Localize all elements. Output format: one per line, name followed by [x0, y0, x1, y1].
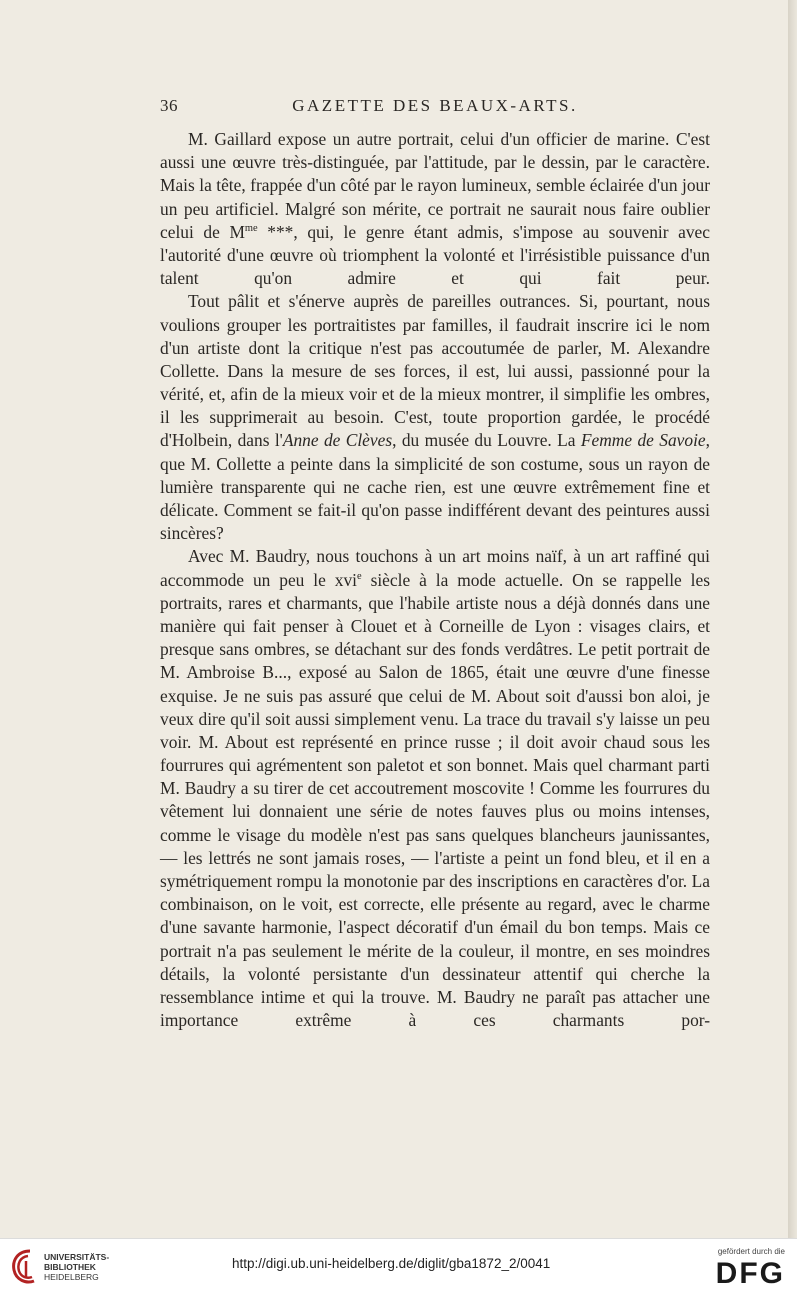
text-run: ***, qui, le genre étant admis, s'impose au souvenir avec l'autorité d'une œuvre où triomphent la volonté et l'irrésistible puissance d'un talent qu'on admire et qui fait peur. [160, 221, 710, 289]
text-run: siècle à la mode actuelle. On se rappelle les portraits, rares et charmants, que l'habile artiste nous a déjà donnés dans une manière qui fait penser à Clouet et à Corneille de Lyon : visages clairs, et presque sans ombres, se détachant sur des fonds verdâtres. Le petit portrait de M. Ambroise B..., exposé au Salon de 1865, était une œuvre d'une finesse exquise. Je ne suis pas assuré que celui de M. About soit d'aussi bon aloi, je veux dire qu'il soit aussi simplement venu. La trace du travail s'y laisse un peu voir. M. About est représenté en prince russe ; il doit avoir chaud sous les fourrures qui agrémentent son paletot et son bonnet. Mais quel charmant parti M. Baudry a su tirer de cet accoutrement moscovite ! Comme les fourrures du vêtement lui donnaient une série de notes fauves plus ou moins intenses, comme le visage du modèle n'est pas sans quelques blancheurs jaunissantes, — les lettrés ne sont jamais roses, — l'artiste a peint un fond bleu, et il en a symétriquement rompu la monotonie par des inscriptions en caractères d'or. La combinaison, on le voit, est correcte, elle présente au regard, avec le charme d'une savante harmonie, l'aspect décoratif d'un émail du bon temps. Mais ce portrait n'a pas seulement le mérite de la couleur, il montre, en ses moindres détails, la volonté persistante d'un dessinateur attentif qui cherche la ressemblance intime et qui la trouve. M. Baudry ne paraît pas attacher une importance extrême à ces charmants por- [160, 569, 710, 1031]
text-run: M. Gaillard expose un autre portrait, celui d'un officier de marine. C'est aussi une œuvre très-distinguée, par l'attitude, par le dessin, par le caractère. Mais la tête, frappée d'un côté par le rayon lumineux, semble éclairée d'un jour un peu artificiel. Malgré son mérite, ce portrait ne saurait nous faire oublier celui de M [160, 129, 710, 242]
page-header [160, 96, 710, 118]
library-name: UNIVERSITÄTS- BIBLIOTHEK HEIDELBERG [44, 1252, 110, 1282]
text-run: , du musée du Louvre. La [392, 430, 581, 451]
page-number: 36 [160, 96, 178, 115]
university-library-logo-icon [8, 1248, 38, 1286]
paragraph [160, 545, 710, 1032]
paragraph [160, 290, 710, 545]
italic-title: Anne de Clèves [282, 430, 393, 451]
text-run: Avec M. Baudry, nous touchons à un art moins naïf, à un art raffiné qui accommode un peu le xvi [160, 546, 710, 590]
page-edge [788, 0, 797, 1238]
italic-title: Femme de Savoie [580, 430, 706, 451]
superscript: me [244, 222, 258, 234]
funded-by-label: gefördert durch die [717, 1247, 785, 1256]
text-run: , que M. Collette a peinte dans la simplicité de son costume, sous un rayon de lumière transparente qui ne cache rien, est une œuvre extrêmement fine et délicate. Comment se fait-il qu'on passe indifférent devant des peintures aussi sincères? [160, 430, 710, 544]
dfg-logo: DFG [715, 1257, 785, 1290]
permalink-url[interactable]: http://digi.ub.uni-heidelberg.de/diglit/gba1872_2/0041 [232, 1256, 551, 1271]
paragraph [160, 128, 710, 290]
article-body [160, 128, 710, 1032]
text-run: Tout pâlit et s'énerve auprès de pareilles outrances. Si, pourtant, nous voulions grouper les portraitistes par familles, il faudrait inscrire ici le nom d'un artiste dont la critique n'est pas accoutumée de parler, M. Alexandre Collette. Dans la mesure de ses forces, il est, lui aussi, passionné pour la vérité, et, afin de la mieux voir et de la mieux montrer, il simplifie les ombres, il les supprimerait au besoin. C'est, toute proportion gardée, le procédé d'Holbein, dans l' [160, 291, 710, 451]
running-title: GAZETTE DES BEAUX-ARTS. [292, 96, 578, 115]
footer-bar [0, 1238, 797, 1296]
superscript: e [357, 570, 362, 582]
